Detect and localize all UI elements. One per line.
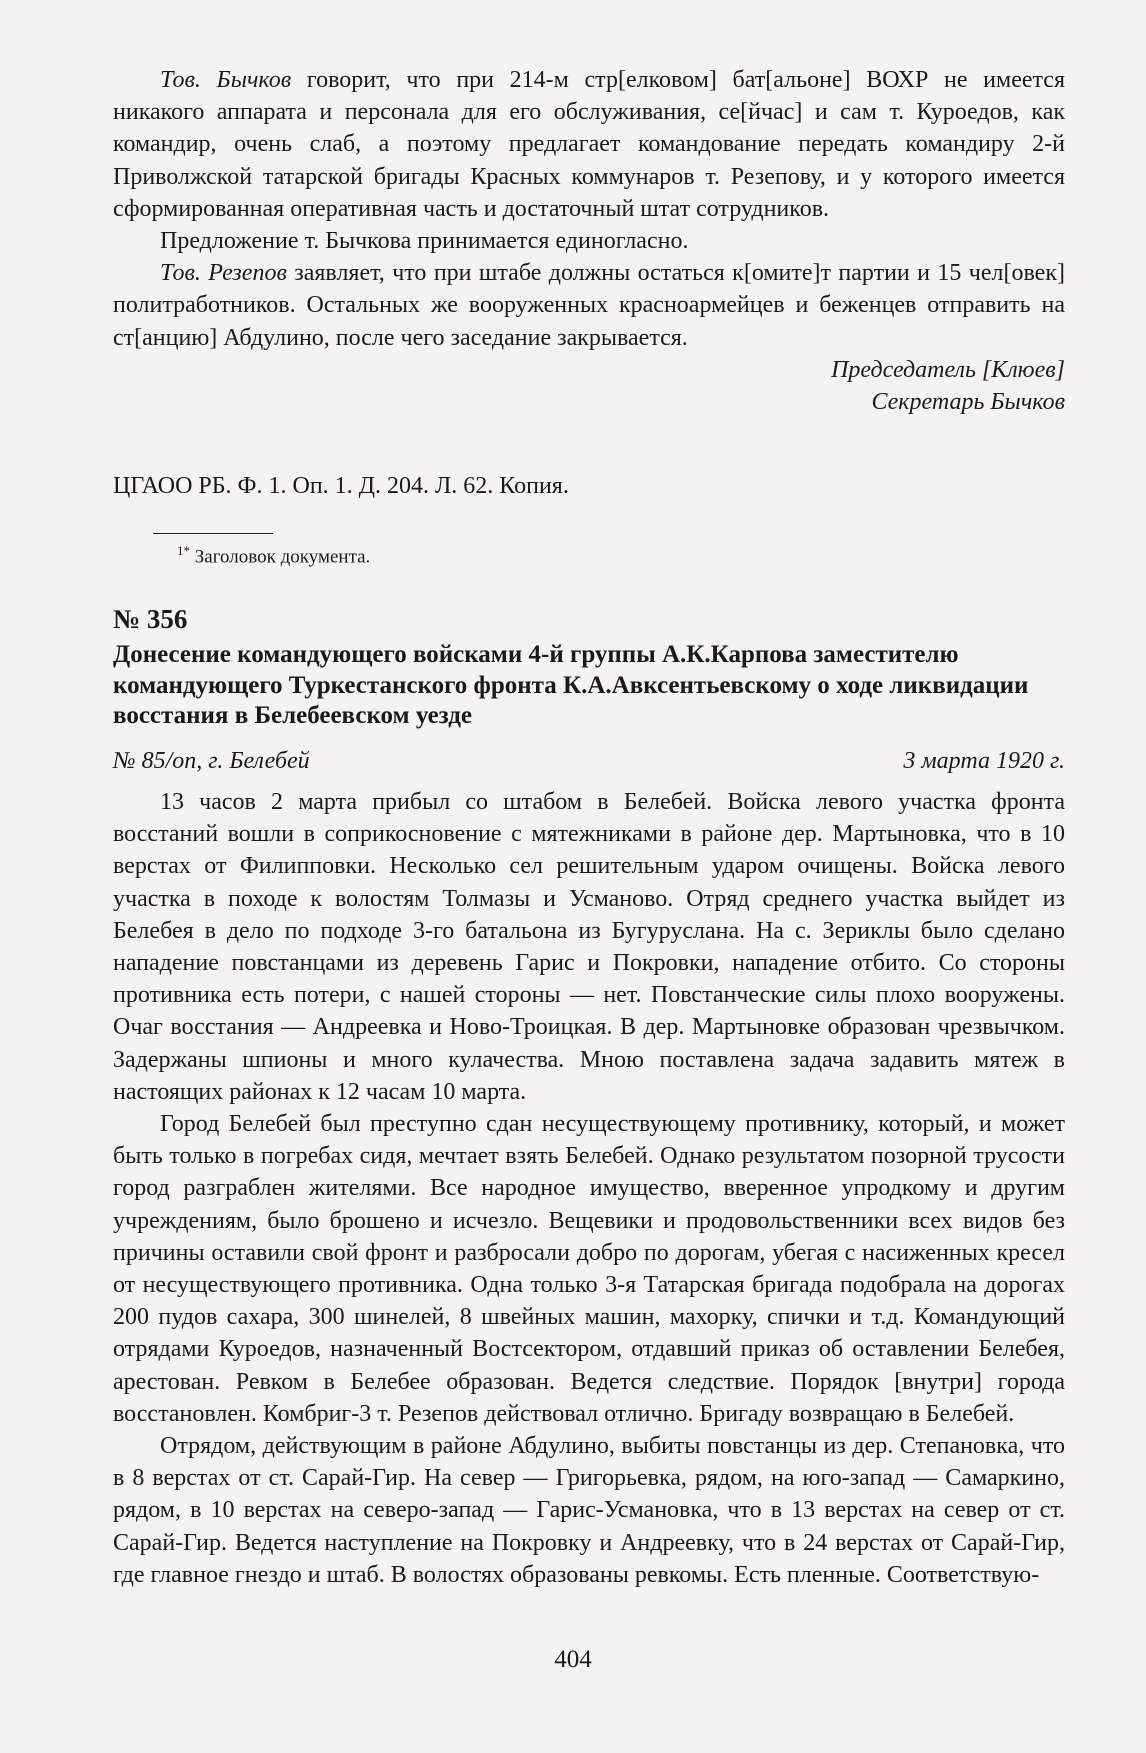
protocol-paragraph — [113, 257, 1065, 354]
document-body — [113, 786, 1065, 1591]
archive-reference: ЦГАОО РБ. Ф. 1. Оп. 1. Д. 204. Л. 62. Копия. — [113, 473, 569, 499]
speaker-name: Тов. Бычков — [160, 67, 292, 93]
body-paragraph: Отрядом, действующим в районе Абдулино, выбиты повстанцы из дер. Степановка, что в 8 верстах от ст. Сарай-Гир. На север — Григорьевка, рядом, на юго-запад — Самаркино, рядом, в 10 верстах на северо-запад — Гарис-Усмановка, что в 13 верстах на север от ст. Сарай-Гир. Ведется наступление на Покровку и Андреевку, что в 24 верстах от Сарай-Гир, где главное гнездо и штаб. В волостях образованы ревкомы. Есть пленные. Соответствую- — [113, 1433, 1065, 1588]
footnote-marker: 1* — [177, 543, 190, 558]
protocol-paragraph — [113, 64, 1065, 225]
footnote-rule-wrap — [113, 533, 1065, 534]
secretary-signature: Секретарь Бычков — [871, 388, 1065, 415]
footnote — [113, 538, 1065, 570]
document-dateline — [113, 745, 1065, 777]
document-ref: № 85/оп, г. Белебей — [113, 748, 310, 774]
speaker-name: Тов. Резепов — [160, 260, 287, 287]
paragraph-text: заявляет, что при штабе должны остаться к[омите]т партии и 15 чел[овек] политработников. Остальных же вооруженных красноармейцев и беженцев отправить на ст[анцию] Абдулино, после чего заседание закрывается. — [113, 260, 1065, 351]
chairman-signature: Председатель [Клюев] — [831, 356, 1065, 383]
paragraph-text: говорит, что при 214-м стр[елковом] бат[альоне] ВОХР не имеется никакого аппарата и персонала для его обслуживания, се[йчас] и сам т. Куроедов, как командир, очень слаб, а поэтому предлагает командование передать командиру 2-й Приволжской татарской бригады Красных коммунаров т. Резепову, и у которого имеется сформированная оперативная часть и достаточный штат сотрудников. — [113, 67, 1065, 222]
body-paragraph: Город Белебей был преступно сдан несуществующему противнику, который, и может быть только в погребах сидя, мечтает взять Белебей. Однако результатом позорной трусости город разграблен жителями. Все народное имущество, вверенное упродкому и другим учреждениям, было брошено и исчезло. Вещевики и продовольственники всех видов без причины оставили свой фронт и разбросали добро по дорогам, убегая с насиженных кресел от несуществующего противника. Одна только 3-я Татарская бригада подобрала на дорогах 200 пудов сахара, 300 шинелей, 8 швейных машин, махорку, спички и т.д. Командующий отрядами Куроедов, назначенный Востсектором, отдавший приказ об оставлении Белебея, арестован. Ревком в Белебее образован. Ведется следствие. Порядок [внутри] города восстановлен. Комбриг-3 т. Резепов действовал отлично. Бригаду возвращаю в Белебей. — [113, 1111, 1065, 1427]
protocol-end-section — [113, 64, 1065, 418]
document-date: 3 марта 1920 г. — [903, 748, 1065, 774]
page-number: 404 — [554, 1646, 592, 1673]
document-title: Донесение командующего войсками 4-й группы А.К.Карпова заместителю командующего Туркестанского фронта К.А.Авксентьевскому о ходе ликвидации восстания в Белебеевском уезде — [113, 641, 1029, 729]
body-paragraph: 13 часов 2 марта прибыл со штабом в Белебей. Войска левого участка фронта восстаний вошли в соприкосновение с мятежниками в районе дер. Мартыновка, что в 10 верстах от Филипповки. Несколько сел решительным ударом очищены. Войска левого участка в походе к волостям Толмазы и Усманово. Отряд среднего участка выйдет из Белебея в дело по подходе 3-го батальона из Бугуруслана. На с. Зериклы было сделано нападение повстанцами из деревень Гарис и Покровки, нападение отбито. Со стороны противника есть потери, с нашей стороны — нет. Повстанческие силы плохо вооружены. Очаг восстания — Андреевка и Ново-Троицкая. В дер. Мартыновке образован чрезвычком. Задержаны шпионы и много кулачества. Мною поставлена задача задавить мятеж в настоящих районах к 12 часам 10 марта. — [113, 789, 1065, 1105]
footnote-text: Заголовок документа. — [190, 546, 371, 568]
footnote-divider — [153, 533, 273, 534]
paragraph-text: Предложение т. Бычкова принимается единогласно. — [160, 228, 689, 255]
document-number: № 356 — [113, 604, 188, 634]
protocol-paragraph — [113, 225, 1065, 257]
